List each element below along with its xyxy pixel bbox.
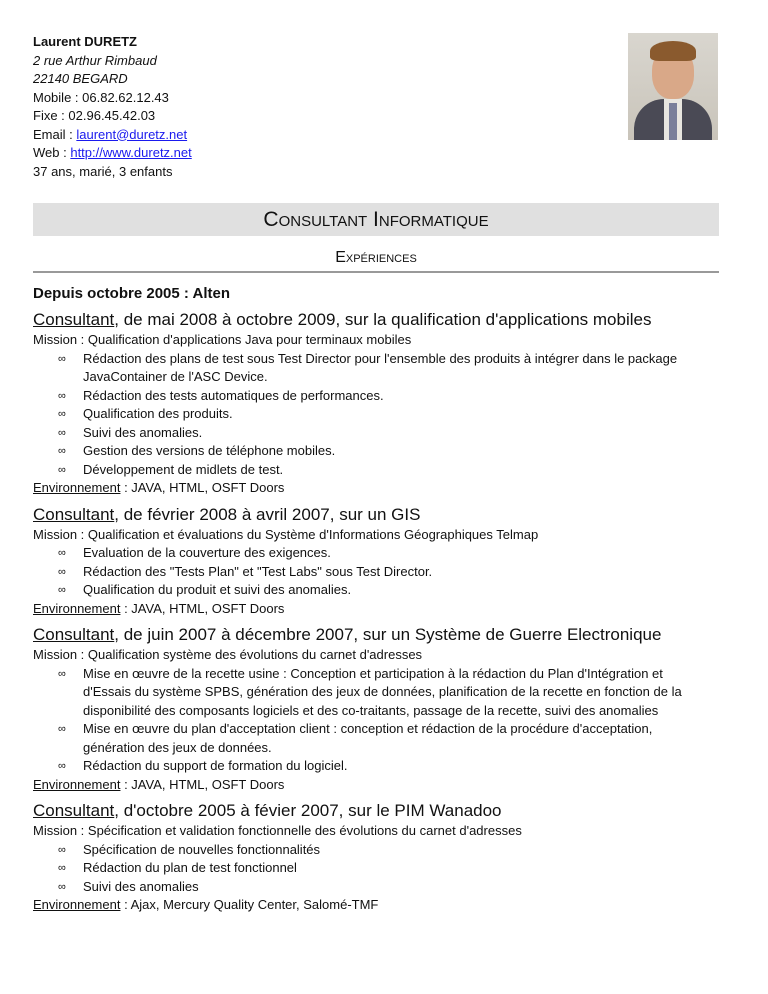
job-period: , d'octobre 2005 à févier 2007, sur le PIM Wanadoo (114, 801, 502, 820)
job-heading (33, 504, 733, 526)
task-text: Suivi des anomalies (83, 878, 199, 894)
web-label: Web : (33, 145, 71, 160)
environment-label: Environnement (33, 480, 121, 495)
web-link[interactable]: http://www.duretz.net (70, 145, 192, 160)
mobile-label: Mobile : (33, 89, 83, 105)
task-list (33, 665, 733, 776)
environment-label: Environnement (33, 897, 121, 912)
company-heading: Depuis octobre 2005 : Alten (33, 285, 230, 302)
task-item (33, 424, 733, 443)
job-entry (33, 800, 733, 915)
mobile-line (33, 89, 192, 108)
infinity-bullet-icon: ∞ (58, 389, 66, 402)
job-mission: Mission : Qualification système des évolutions du carnet d'adresses (33, 647, 423, 662)
job-mission: Mission : Qualification d'applications Java pour terminaux mobiles (33, 332, 412, 347)
job-period: , de février 2008 à avril 2007, sur un GIS (114, 504, 421, 524)
task-list (33, 350, 733, 480)
infinity-bullet-icon: ∞ (58, 565, 66, 578)
task-item (33, 461, 733, 480)
task-text: Qualification du produit et suivi des anomalies. (83, 582, 352, 597)
job-environment (33, 479, 733, 498)
task-text: Rédaction des tests automatiques de performances. (83, 387, 384, 403)
environment-label: Environnement (33, 776, 121, 792)
personal-status: 37 ans, marié, 3 enfants (33, 163, 173, 179)
job-mission: Mission : Spécification et validation fonctionnelle des évolutions du carnet d'adresses (33, 823, 522, 838)
job-role: Consultant (33, 310, 115, 329)
job-entry (33, 504, 733, 619)
address-line-1: 2 rue Arthur Rimbaud (33, 52, 157, 68)
job-entry (33, 624, 733, 794)
job-role: Consultant (33, 625, 115, 644)
infinity-bullet-icon: ∞ (58, 843, 66, 856)
job-environment (33, 896, 733, 915)
job-role: Consultant (33, 504, 115, 524)
infinity-bullet-icon: ∞ (58, 667, 66, 680)
infinity-bullet-icon: ∞ (58, 547, 66, 559)
task-item (33, 563, 733, 582)
infinity-bullet-icon: ∞ (58, 352, 66, 365)
job-heading (33, 624, 733, 646)
task-item (33, 841, 733, 860)
environment-label: Environnement (33, 600, 121, 616)
contact-block (33, 33, 192, 181)
task-item (33, 757, 733, 776)
task-item (33, 859, 733, 878)
job-period: , de juin 2007 à décembre 2007, sur un Système de Guerre Electronique (114, 625, 662, 644)
web-line (33, 144, 192, 163)
infinity-bullet-icon: ∞ (58, 426, 66, 439)
job-period: , de mai 2008 à octobre 2009, sur la qualification d'applications mobiles (114, 310, 652, 329)
job-entry (33, 309, 733, 498)
task-text: Mise en œuvre du plan d'acceptation client : conception et rédaction de la procédure d'acceptation, génération des jeux de données. (83, 721, 653, 755)
job-heading (33, 309, 733, 331)
section-divider (33, 271, 719, 273)
full-name: Laurent DURETZ (33, 34, 137, 49)
environment-value: : JAVA, HTML, OSFT Doors (120, 600, 285, 616)
task-item (33, 544, 733, 563)
task-list (33, 841, 733, 897)
task-item (33, 665, 733, 721)
task-text: Rédaction des "Tests Plan" et "Test Labs" sous Test Director. (83, 563, 433, 579)
task-text: Evaluation de la couverture des exigences. (83, 545, 331, 560)
job-title-banner: Consultant Informatique (33, 203, 719, 236)
task-text: Gestion des versions de téléphone mobiles. (83, 443, 336, 458)
task-text: Qualification des produits. (83, 406, 233, 421)
task-item (33, 405, 733, 424)
email-line (33, 126, 192, 145)
infinity-bullet-icon: ∞ (58, 408, 66, 420)
environment-value: : Ajax, Mercury Quality Center, Salomé-TMF (120, 897, 379, 912)
task-text: Suivi des anomalies. (83, 424, 203, 440)
task-item (33, 878, 733, 897)
email-link[interactable]: laurent@duretz.net (76, 126, 188, 142)
job-heading (33, 800, 733, 822)
task-text: Développement de midlets de test. (83, 461, 284, 477)
profile-photo (628, 33, 718, 140)
task-text: Mise en œuvre de la recette usine : Conception et participation à la rédaction du Plan d'Intégration et d'Essais du système SPBS, génération des jeux de données, planification de la recette en fonction de la disponibilité des composants logiciels et des co-traitants, passage de la recette, suivi des anomalies (83, 665, 682, 718)
task-item (33, 720, 733, 757)
environment-value: : JAVA, HTML, OSFT Doors (120, 776, 285, 792)
environment-value: : JAVA, HTML, OSFT Doors (120, 480, 285, 495)
task-text: Rédaction du support de formation du logiciel. (83, 758, 348, 773)
task-list (33, 544, 733, 600)
fixe-number: 02.96.45.42.03 (68, 108, 156, 123)
fixe-label: Fixe : (33, 108, 69, 123)
infinity-bullet-icon: ∞ (58, 463, 66, 476)
address-line-2: 22140 BEGARD (33, 71, 128, 86)
job-environment (33, 776, 733, 795)
infinity-bullet-icon: ∞ (58, 723, 66, 735)
task-text: Spécification de nouvelles fonctionnalités (83, 841, 321, 857)
infinity-bullet-icon: ∞ (58, 445, 66, 457)
infinity-bullet-icon: ∞ (58, 880, 66, 893)
job-environment (33, 600, 733, 619)
task-item (33, 442, 733, 461)
task-item (33, 387, 733, 406)
mobile-number: 06.82.62.12.43 (82, 89, 169, 105)
experience-body (33, 283, 733, 921)
task-text: Rédaction des plans de test sous Test Director pour l'ensemble des produits à intégrer dans le package JavaContainer de l'ASC Device. (83, 350, 678, 384)
task-item (33, 350, 733, 387)
section-heading-experiences: Expériences (335, 249, 417, 266)
fixe-line (33, 107, 192, 126)
job-mission: Mission : Qualification et évaluations du Système d'Informations Géographiques Telmap (33, 526, 539, 542)
infinity-bullet-icon: ∞ (58, 862, 66, 874)
job-role: Consultant (33, 801, 115, 820)
task-item (33, 581, 733, 600)
task-text: Rédaction du plan de test fonctionnel (83, 860, 297, 875)
infinity-bullet-icon: ∞ (58, 760, 66, 772)
infinity-bullet-icon: ∞ (58, 584, 66, 596)
email-label: Email : (33, 126, 77, 142)
